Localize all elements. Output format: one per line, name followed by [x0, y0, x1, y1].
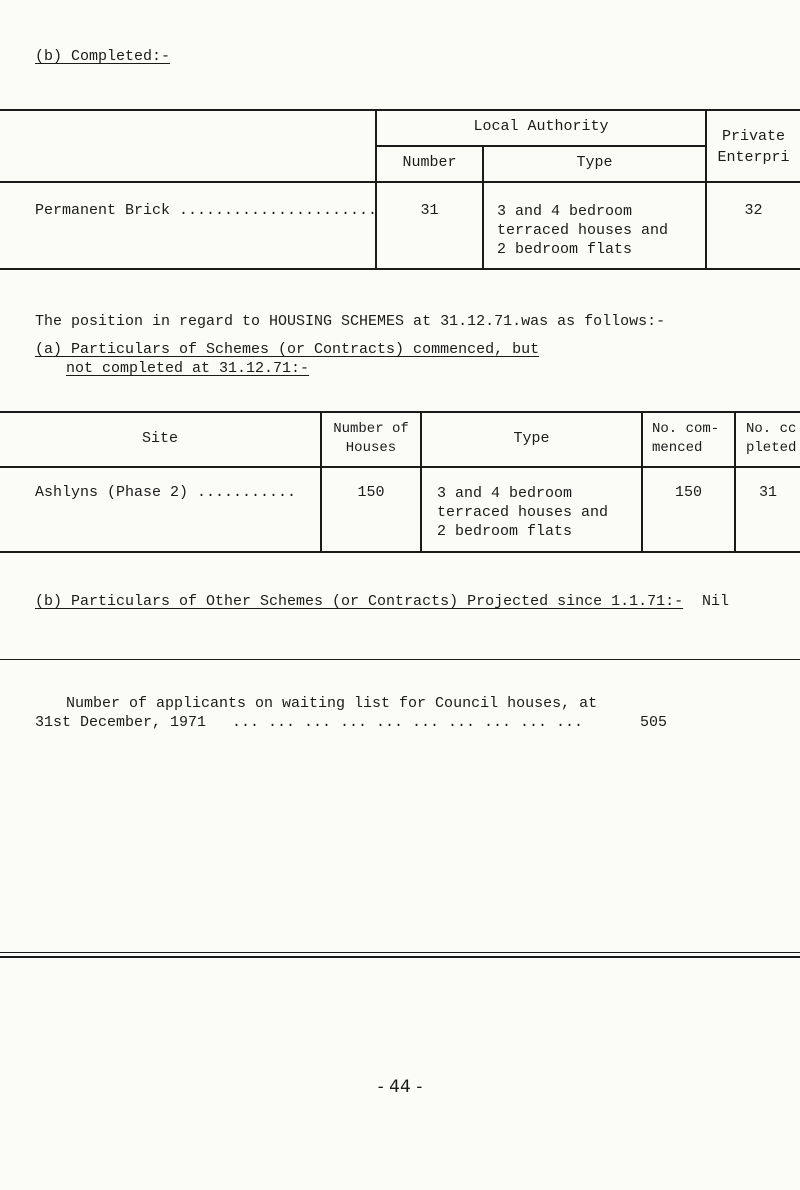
applicants-line2: 31st December, 1971 — [35, 714, 207, 731]
header-type: Type — [576, 154, 613, 171]
header-completed: No. cc pleted — [746, 421, 797, 456]
header-number: Number — [402, 154, 457, 171]
table-rule — [0, 109, 800, 111]
header-private: Private Enterpri — [717, 128, 790, 166]
other-schemes-value: Nil — [702, 593, 730, 610]
header-commenced: No. com- menced — [652, 421, 720, 456]
applicants-dots: ... ... ... ... ... ... ... ... ... ... — [232, 714, 584, 731]
row-type: 3 and 4 bedroom terraced houses and 2 bedroom flats — [437, 485, 609, 540]
page-number: - 44 - — [377, 1077, 423, 1097]
header-site: Site — [141, 430, 178, 447]
completed-heading: (b) Completed:- — [35, 48, 171, 65]
row-type: 3 and 4 bedroom terraced houses and 2 bedroom flats — [497, 203, 669, 258]
table-rule — [0, 466, 800, 468]
table-rule — [0, 551, 800, 553]
row-label: Permanent Brick ...................... — [35, 202, 378, 219]
table-rule — [0, 411, 800, 413]
divider — [0, 952, 800, 953]
divider — [0, 956, 800, 958]
commenced-heading-line2: not completed at 31.12.71:- — [66, 360, 310, 377]
other-schemes-heading: (b) Particulars of Other Schemes (or Contracts) Projected since 1.1.71:- — [35, 593, 684, 610]
row-completed: 31 — [758, 484, 777, 501]
table-rule — [641, 411, 643, 553]
applicants-value: 505 — [640, 714, 668, 731]
row-site: Ashlyns (Phase 2) ........... — [35, 484, 297, 501]
header-type: Type — [513, 430, 550, 447]
table-rule — [0, 268, 800, 270]
table-rule — [376, 145, 706, 147]
applicants-line1: Number of applicants on waiting list for Council houses, at — [66, 695, 598, 712]
row-number: 31 — [420, 202, 439, 219]
header-number-of-houses: Number of Houses — [333, 421, 409, 456]
position-sentence: The position in regard to HOUSING SCHEMES at 31.12.71.was as follows:- — [35, 313, 666, 330]
table-rule — [0, 181, 800, 183]
row-number: 150 — [357, 484, 385, 501]
commenced-heading-line1: (a) Particulars of Schemes (or Contracts) commenced, but — [35, 341, 540, 358]
divider — [0, 659, 800, 660]
row-private: 32 — [744, 202, 763, 219]
header-local-authority: Local Authority — [473, 118, 609, 135]
row-commenced: 150 — [674, 484, 702, 501]
table-rule — [734, 411, 736, 553]
